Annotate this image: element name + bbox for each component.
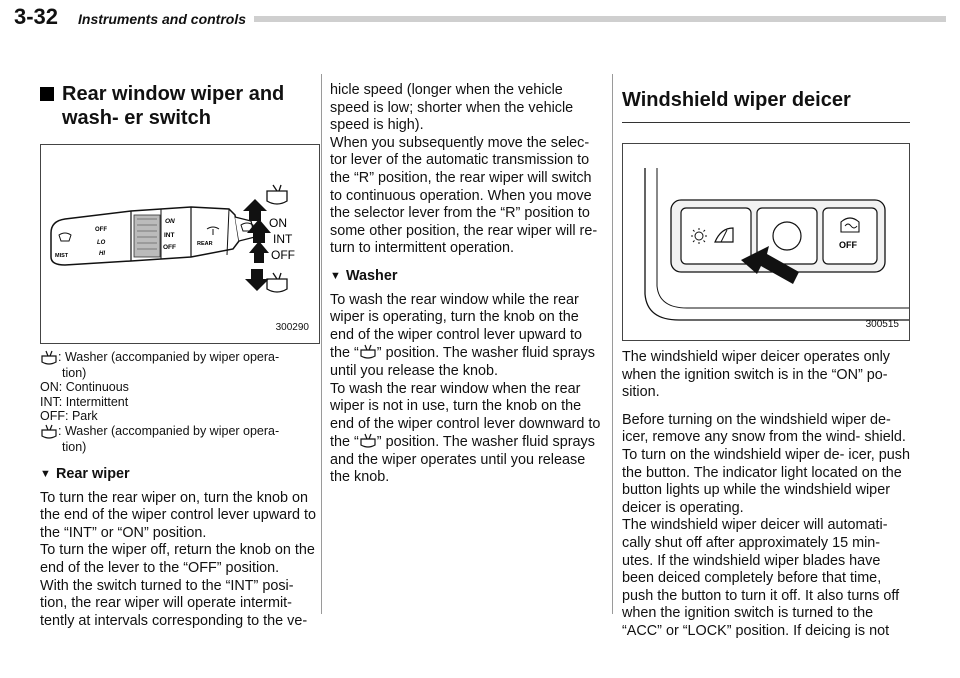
figure-code: 300290 bbox=[275, 322, 309, 334]
column-divider bbox=[612, 74, 613, 614]
figure-legend bbox=[40, 350, 320, 454]
lever-label-hi: HI bbox=[99, 251, 105, 257]
down-arrow-icon bbox=[245, 269, 269, 291]
deicer-figure bbox=[622, 143, 910, 341]
up-arrow-icon bbox=[249, 241, 269, 263]
paragraph: The windshield wiper deicer will automati- cally shut off after approximately 15 min- utes. If the windshield wiper blades have been deiced completely before that time, push the button to turn it off. It also turns off when the ignition switch is turned to the “ACC” or “LOCK” position. If deicing is not bbox=[622, 517, 900, 639]
paragraph-text: To wash the rear window when the rear wiper is not in use, turn the knob on the end of the wiper control lever downward to the “ bbox=[330, 380, 601, 451]
paragraph: Before turning on the windshield wiper de- icer, remove any snow from the wind- shield. To turn on the windshield wiper de- icer, push the button. The indicator light located on the button lights up while the windshield wiper deicer is operating. bbox=[622, 411, 910, 516]
lever-label-off: OFF bbox=[95, 227, 107, 233]
figure-code: 300515 bbox=[865, 319, 899, 331]
legend-on: ON: Continuous bbox=[40, 380, 129, 395]
legend-washer-down: : Washer (accompanied by wiper opera- bbox=[58, 423, 280, 438]
heading-rule bbox=[622, 122, 910, 123]
paragraph: To turn the rear wiper on, turn the knob on the end of the wiper control lever upward to the “INT” or “ON” position. bbox=[40, 489, 316, 541]
callout-on: ON bbox=[269, 216, 287, 230]
page-number: 3-32 bbox=[14, 4, 59, 29]
legend-int: INT: Intermittent bbox=[40, 394, 129, 409]
left-column bbox=[40, 82, 320, 630]
legend-item bbox=[40, 350, 320, 366]
wiper-lever-illustration bbox=[41, 145, 319, 343]
paragraph: When you subsequently move the selec- tor lever of the automatic transmission to the “R” position, the rear wiper will switch to continuous operation. When you move the selector lever from the “R” position to some other position, the rear wiper will re- turn to intermittent operation. bbox=[330, 134, 598, 257]
up-arrow-icon bbox=[243, 199, 267, 221]
right-column bbox=[622, 82, 910, 641]
washer-up-icon bbox=[359, 344, 377, 360]
lever-label-mist: MIST bbox=[55, 253, 69, 259]
subheading-washer: ▼ Washer bbox=[330, 268, 604, 286]
subheading-rear-wiper: ▼ Rear wiper bbox=[40, 466, 320, 484]
washer-down-icon bbox=[359, 433, 377, 449]
page-header bbox=[14, 4, 946, 34]
wiper-switch-figure bbox=[40, 144, 320, 344]
callout-int: INT bbox=[273, 232, 293, 246]
legend-off: OFF: Park bbox=[40, 409, 98, 424]
paragraph: hicle speed (longer when the vehicle speed is low; shorter when the vehicle speed is high). bbox=[330, 82, 574, 134]
washer-up-icon bbox=[40, 350, 58, 366]
section-heading: Windshield wiper deicer bbox=[622, 89, 851, 111]
lever-label-on: ON bbox=[165, 218, 175, 225]
washer-down-symbol-icon bbox=[267, 273, 287, 292]
paragraph bbox=[330, 381, 604, 488]
paragraph-text: To wash the rear window while the rear wiper is operating, turn the knob on the end of the wiper control lever upward to the “ bbox=[330, 291, 582, 362]
legend-washer-up-cont: tion) bbox=[62, 366, 87, 380]
lever-label-off2: OFF bbox=[163, 244, 176, 251]
header-rule bbox=[254, 16, 946, 22]
paragraph bbox=[330, 292, 604, 381]
washer-up-symbol-icon bbox=[267, 185, 287, 204]
deicer-button-illustration bbox=[623, 144, 909, 340]
lever-label-rear: REAR bbox=[197, 241, 213, 247]
paragraph-text: ” position. The washer fluid sprays until you release the knob. bbox=[330, 345, 595, 379]
legend-washer-down-cont: tion) bbox=[62, 439, 87, 454]
paragraph: With the switch turned to the “INT” posi- tion, the rear wiper will operate intermit- tently at intervals corresponding to the ve- bbox=[40, 577, 308, 629]
section-title: Instruments and controls bbox=[78, 11, 247, 27]
off-button-label: OFF bbox=[839, 240, 857, 250]
lever-label-int: INT bbox=[164, 232, 175, 239]
legend-washer-up: : Washer (accompanied by wiper opera- bbox=[58, 350, 280, 364]
middle-column bbox=[330, 82, 604, 487]
legend-item bbox=[40, 424, 320, 440]
lever-label-lo: LO bbox=[97, 240, 106, 246]
paragraph: The windshield wiper deicer operates only when the ignition switch is in the “ON” po- sition. bbox=[622, 349, 890, 401]
column-divider bbox=[321, 74, 322, 614]
paragraph: To turn the wiper off, return the knob on the end of the lever to the “OFF” position. bbox=[40, 542, 315, 576]
paragraph-text: ” position. The washer fluid sprays and the wiper operates until you release the knob. bbox=[330, 434, 595, 486]
section-heading: Rear window wiper and wash- er switch bbox=[40, 82, 320, 130]
paragraph-gap bbox=[622, 402, 910, 412]
callout-off: OFF bbox=[271, 248, 295, 262]
washer-down-icon bbox=[40, 424, 58, 440]
